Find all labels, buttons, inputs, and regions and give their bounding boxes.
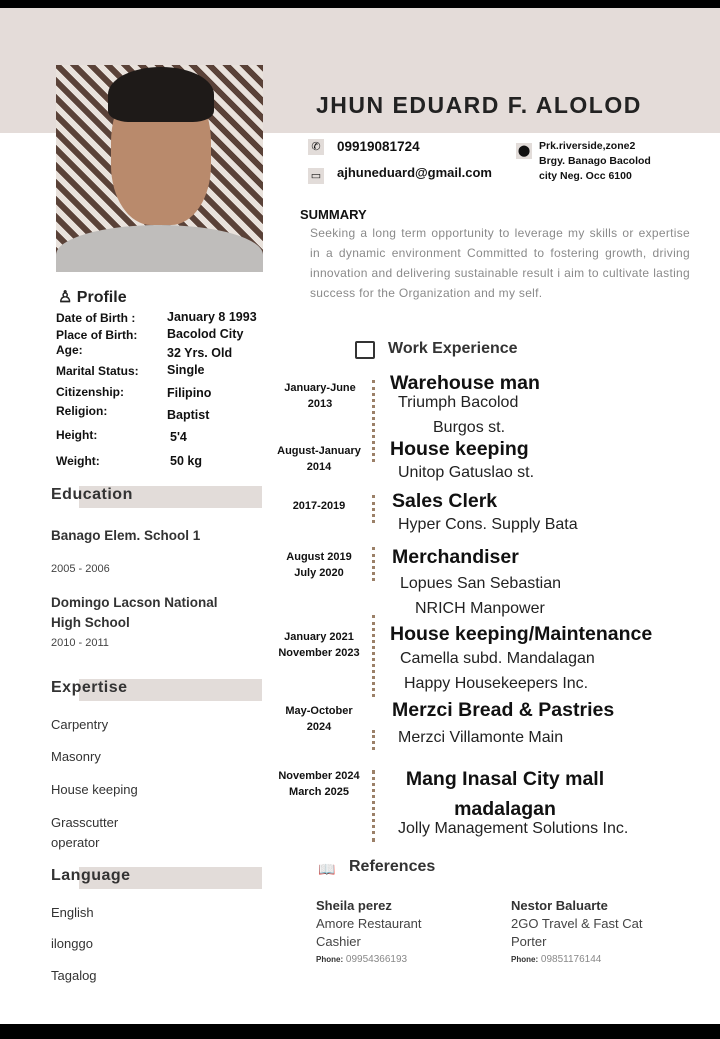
job-date: August-January 2014	[277, 445, 361, 473]
school-years: 2010 - 2011	[51, 637, 109, 649]
address-line: Brgy. Banago Bacolod	[539, 155, 651, 167]
job-detail: Lopues San Sebastian	[400, 575, 562, 592]
job-detail: Merzci Villamonte Main	[398, 729, 564, 746]
job-date: May-October 2024	[285, 705, 353, 733]
full-name: JHUN EDUARD F. ALOLOD	[316, 92, 642, 118]
job-detail: Jolly Management Solutions Inc.	[398, 820, 629, 837]
expertise-heading: Expertise	[51, 679, 262, 701]
job-title: House keeping	[390, 438, 529, 460]
profile-label: Citizenship:	[56, 385, 124, 399]
profile-value: January 8 1993	[167, 310, 257, 324]
profile-label: Height:	[56, 428, 98, 442]
profile-value: Filipino	[167, 386, 212, 400]
address-line: Prk.riverside,zone2	[539, 140, 636, 152]
profile-label: Religion:	[56, 404, 108, 418]
top-bar	[0, 0, 720, 8]
work-heading: Work Experience	[388, 340, 518, 357]
profile-label: Weight:	[56, 454, 100, 468]
job-date: November 2024 March 2025	[278, 770, 360, 798]
timeline-dots	[372, 547, 375, 581]
job-detail: Hyper Cons. Supply Bata	[398, 516, 578, 533]
language-item: English	[51, 905, 94, 920]
profile-value: 32 Yrs. Old	[167, 346, 233, 360]
job-title: Sales Clerk	[392, 490, 498, 512]
reference-phone: 09954366193	[345, 954, 408, 965]
profile-value: 5'4	[170, 430, 187, 444]
timeline-dots	[372, 770, 375, 842]
school-years: 2005 - 2006	[51, 563, 110, 575]
timeline-dots	[372, 380, 375, 462]
phone-icon: ✆	[308, 139, 324, 155]
job-title: House keeping/Maintenance	[390, 623, 653, 645]
reference-card	[316, 897, 422, 969]
language-item: Tagalog	[51, 968, 97, 983]
expertise-item: Carpentry	[51, 717, 109, 732]
profile-value: Single	[167, 363, 205, 377]
reference-role: Porter	[511, 934, 547, 949]
profile-heading	[58, 287, 127, 307]
reference-card	[511, 897, 643, 969]
reference-phone: 09851176144	[540, 954, 602, 965]
job-date: 2017-2019	[292, 500, 346, 512]
phone-label: Phone:	[511, 955, 539, 964]
expertise-item: Grasscutter operator	[51, 815, 119, 850]
phone-label: Phone:	[316, 955, 344, 964]
language-item: ilonggo	[51, 936, 93, 951]
bottom-bar	[0, 1024, 720, 1039]
briefcase-icon	[355, 341, 375, 359]
expertise-item: Masonry	[51, 749, 101, 764]
location-pin-icon: ⬤	[517, 145, 531, 157]
profile-label: Place of Birth:	[56, 328, 138, 342]
language-heading: Language	[51, 867, 262, 889]
address-line: city Neg. Occ 6100	[539, 170, 632, 182]
job-detail: Camella subd. Mandalagan	[400, 650, 595, 667]
job-date: August 2019 July 2020	[286, 551, 352, 579]
job-date: January-June 2013	[284, 382, 356, 410]
phone-number: 09919081724	[337, 139, 420, 154]
reference-name: Nestor Baluarte	[511, 898, 608, 913]
summary-text: Seeking a long term opportunity to leverage my skills or expertise in a dynamic environment Committed to fostering growth, driving innovation and delivering sustainable result i aim to cultivate lasting success for the Organization and my self.	[310, 226, 690, 300]
timeline-dots	[372, 730, 375, 750]
profile-label: Age:	[56, 343, 83, 357]
address	[539, 139, 651, 184]
person-icon: ♙	[58, 289, 73, 306]
profile-photo	[56, 65, 263, 272]
job-title: Mang Inasal City mall madalagan	[405, 768, 605, 820]
job-title: Warehouse man	[390, 372, 540, 394]
summary-heading: SUMMARY	[300, 207, 367, 222]
job-detail: Happy Housekeepers Inc.	[404, 675, 589, 692]
book-icon: 📖	[318, 861, 336, 877]
profile-label: Marital Status:	[56, 364, 139, 378]
school-name: Domingo Lacson National High School	[51, 595, 218, 630]
job-title: Merchandiser	[392, 546, 519, 568]
job-detail: Unitop Gatuslao st.	[398, 464, 535, 481]
reference-role: Cashier	[316, 934, 361, 949]
email: ajhuneduard@gmail.com	[337, 165, 492, 180]
timeline-dots	[372, 615, 375, 697]
reference-name: Sheila perez	[316, 898, 392, 913]
profile-value: Bacolod City	[167, 327, 244, 341]
expertise-item: House keeping	[51, 782, 138, 797]
education-heading: Education	[51, 486, 262, 508]
profile-value: Baptist	[167, 408, 210, 422]
job-detail: Triumph Bacolod	[398, 394, 519, 411]
school-name: Banago Elem. School 1	[51, 528, 201, 543]
profile-label: Date of Birth :	[56, 311, 136, 325]
job-detail: NRICH Manpower	[415, 600, 545, 617]
job-title: Merzci Bread & Pastries	[392, 699, 615, 721]
job-detail: Burgos st.	[433, 419, 506, 436]
laptop-icon: ▭	[308, 168, 324, 184]
timeline-dots	[372, 495, 375, 523]
profile-value: 50 kg	[170, 454, 202, 468]
reference-company: Amore Restaurant	[316, 916, 422, 931]
job-date: January 2021 November 2023	[278, 631, 360, 659]
profile-heading-text: Profile	[76, 289, 127, 306]
references-heading: References	[349, 858, 436, 875]
reference-company: 2GO Travel & Fast Cat	[511, 916, 643, 931]
